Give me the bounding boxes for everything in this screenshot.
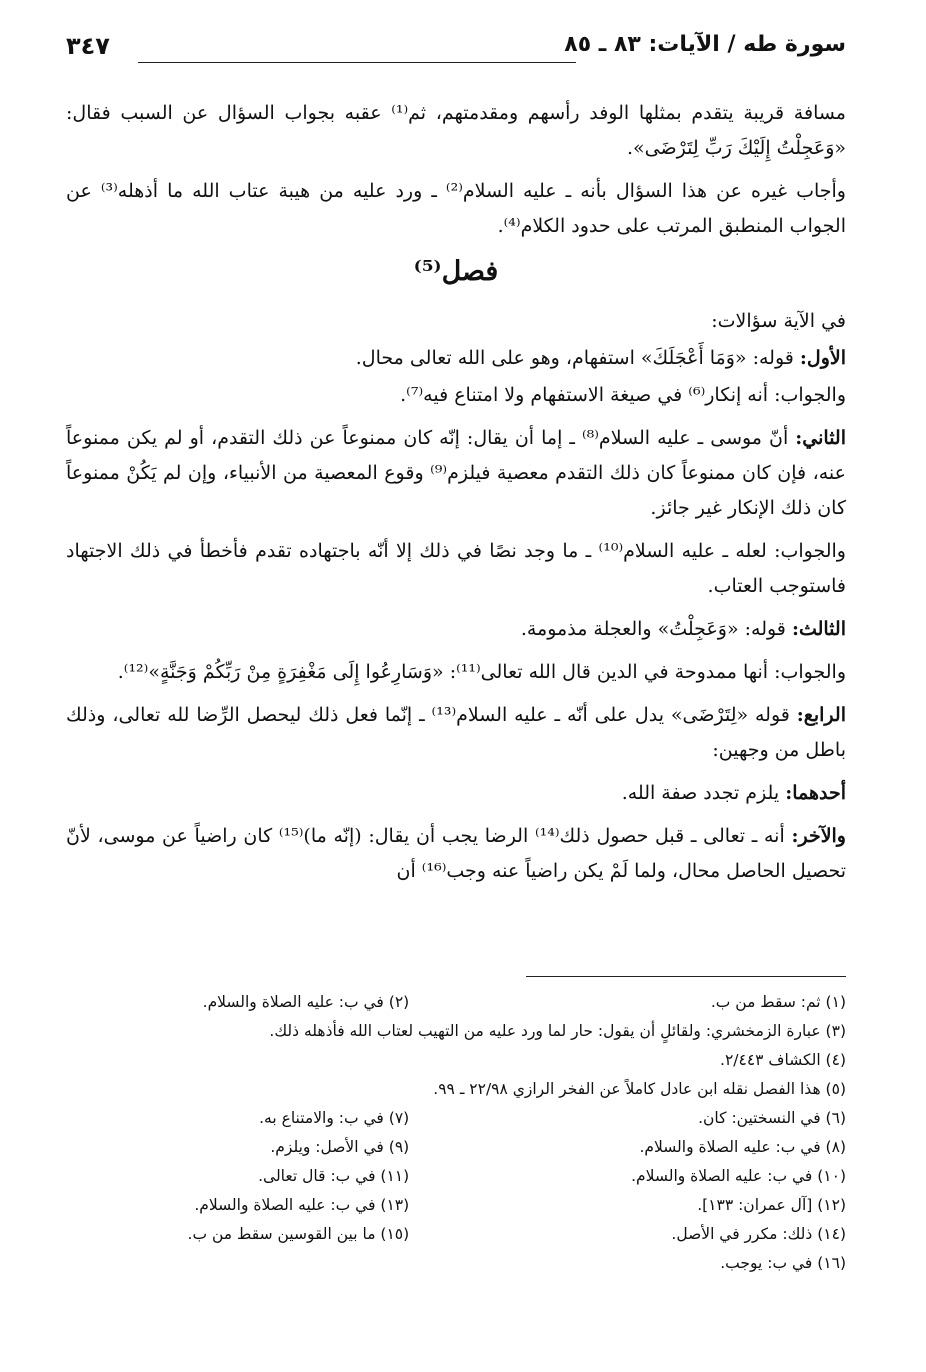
page-number: ٣٤٧: [66, 32, 110, 60]
aspect-1-text: يلزم تجدد صفة الله.: [621, 782, 786, 804]
question-4: [66, 698, 846, 768]
footnote-rule: [526, 976, 846, 977]
section-heading: فصل⁽⁵⁾: [413, 256, 499, 287]
question-4-label: الرابع:: [796, 704, 846, 726]
footnote-row: [66, 1191, 846, 1220]
header-rule: [138, 62, 576, 63]
footnote-row: [66, 1133, 846, 1162]
question-3-text: قوله: «وَعَجِلْتُ» والعجلة مذمومة.: [520, 618, 792, 640]
question-3-label: الثالث:: [791, 618, 846, 640]
answer-1: والجواب: أنه إنكار⁽⁶⁾ في صيغة الاستفهام ولا امتناع فيه⁽⁷⁾.: [400, 384, 846, 406]
page-header: [66, 28, 846, 68]
question-2: [66, 421, 846, 526]
question-1: [66, 341, 846, 376]
aspect-2-text: أنه ـ تعالى ـ قبل حصول ذلك⁽¹⁴⁾ الرضا يجب أن يقال: (إنّه ما)⁽¹⁵⁾ كان راضياً عن موسى، لأنّ تحصيل الحاصل محال، ولما لَمْ يكن راضياً عنه وجب⁽¹⁶⁾ أن: [66, 825, 846, 882]
footnote-10: (١٠) في ب: عليه الصلاة والسلام.: [631, 1167, 846, 1185]
footnote-row: [66, 988, 846, 1017]
footnote-row: [66, 1162, 846, 1191]
aspect-1: [66, 776, 846, 811]
footnote-3: (٣) عبارة الزمخشري: ولقائلٍ أن يقول: حار لما ورد عليه من التهيب لعتاب الله فأذهله ذلك.: [269, 1022, 846, 1040]
question-1-text: قوله: «وَمَا أَعْجَلَكَ» استفهام، وهو على الله تعالى محال.: [355, 347, 800, 369]
footnote-8: (٨) في ب: عليه الصلاة والسلام.: [639, 1138, 846, 1156]
footnote-9: (٩) في الأصل: ويلزم.: [270, 1138, 410, 1156]
footnote-1: (١) ثم: سقط من ب.: [710, 993, 846, 1011]
footnote-4: (٤) الكشاف ٢/٤٤٣.: [720, 1051, 846, 1069]
aspect-2-label: والآخر:: [791, 825, 846, 847]
footnote-14: (١٤) ذلك: مكرر في الأصل.: [671, 1225, 846, 1243]
answer-2: والجواب: لعله ـ عليه السلام⁽¹⁰⁾ ـ ما وجد نصًا في ذلك إلا أنّه باجتهاده تقدم فأخطأ في ذلك الاجتهاد فاستوجب العتاب.: [66, 540, 846, 597]
footnotes: [66, 988, 846, 1278]
footnote-16: (١٦) في ب: يوجب.: [720, 1254, 846, 1272]
surah-title: سورة طه / الآيات: ٨٣ ـ ٨٥: [564, 32, 846, 57]
question-4-text: قوله «لِتَرْضَى» يدل على أنّه ـ عليه السلام⁽¹³⁾ ـ إنّما فعل ذلك ليحصل الرِّضا لله تعالى، وذلك باطل من وجهين:: [66, 704, 846, 761]
footnote-13: (١٣) في ب: عليه الصلاة والسلام.: [194, 1196, 410, 1214]
footnote-row: [66, 1104, 846, 1133]
question-2-label: الثاني:: [795, 427, 846, 449]
aspect-1-label: أحدهما:: [785, 782, 846, 804]
question-2-text: أنّ موسى ـ عليه السلام⁽⁸⁾ ـ إما أن يقال: إنّه كان ممنوعاً عن ذلك التقدم، أو لم يكن ممنوعاً عنه، فإن كان ممنوعاً كان ذلك التقدم معصية فيلزم⁽⁹⁾ وقوع المعصية من الأنبياء، وإن لم يَكُنْ ممنوعاً كان ذلك الإنكار غير جائز.: [66, 427, 846, 519]
footnote-11: (١١) في ب: قال تعالى.: [258, 1167, 410, 1185]
footnote-2: (٢) في ب: عليه الصلاة والسلام.: [202, 993, 410, 1011]
footnote-6: (٦) في النسختين: كان.: [698, 1109, 846, 1127]
paragraph-2: وأجاب غيره عن هذا السؤال بأنه ـ عليه السلام⁽²⁾ ـ ورد عليه من هيبة عتاب الله ما أذهله⁽³⁾ عن الجواب المنطبق المرتب على حدود الكلام⁽⁴⁾.: [66, 180, 846, 237]
aspect-2: [66, 819, 846, 889]
answer-3: والجواب: أنها ممدوحة في الدين قال الله تعالى⁽¹¹⁾: «وَسَارِعُوا إِلَى مَغْفِرَةٍ مِنْ رَبِّكُمْ وَجَنَّةٍ»⁽¹²⁾.: [117, 661, 846, 683]
footnote-15: (١٥) ما بين القوسين سقط من ب.: [187, 1225, 410, 1243]
footnote-5: (٥) هذا الفصل نقله ابن عادل كاملاً عن الفخر الرازي ٢٢/٩٨ ـ ٩٩.: [433, 1080, 846, 1098]
footnote-row: [66, 1220, 846, 1249]
question-3: [66, 612, 846, 647]
footnote-7: (٧) في ب: والامتناع به.: [259, 1109, 410, 1127]
footnote-12: (١٢) [آل عمران: ١٣٣].: [697, 1196, 846, 1214]
question-1-label: الأول:: [799, 347, 846, 369]
paragraph-1: مسافة قريبة يتقدم بمثلها الوفد رأسهم ومقدمتهم، ثم⁽¹⁾ عقبه بجواب السؤال عن السبب فقال: «وَعَجِلْتُ إِلَيْكَ رَبِّ لِتَرْضَى».: [66, 102, 846, 159]
paragraph-questions-intro: في الآية سؤالات:: [711, 310, 846, 332]
main-text: [66, 96, 846, 897]
